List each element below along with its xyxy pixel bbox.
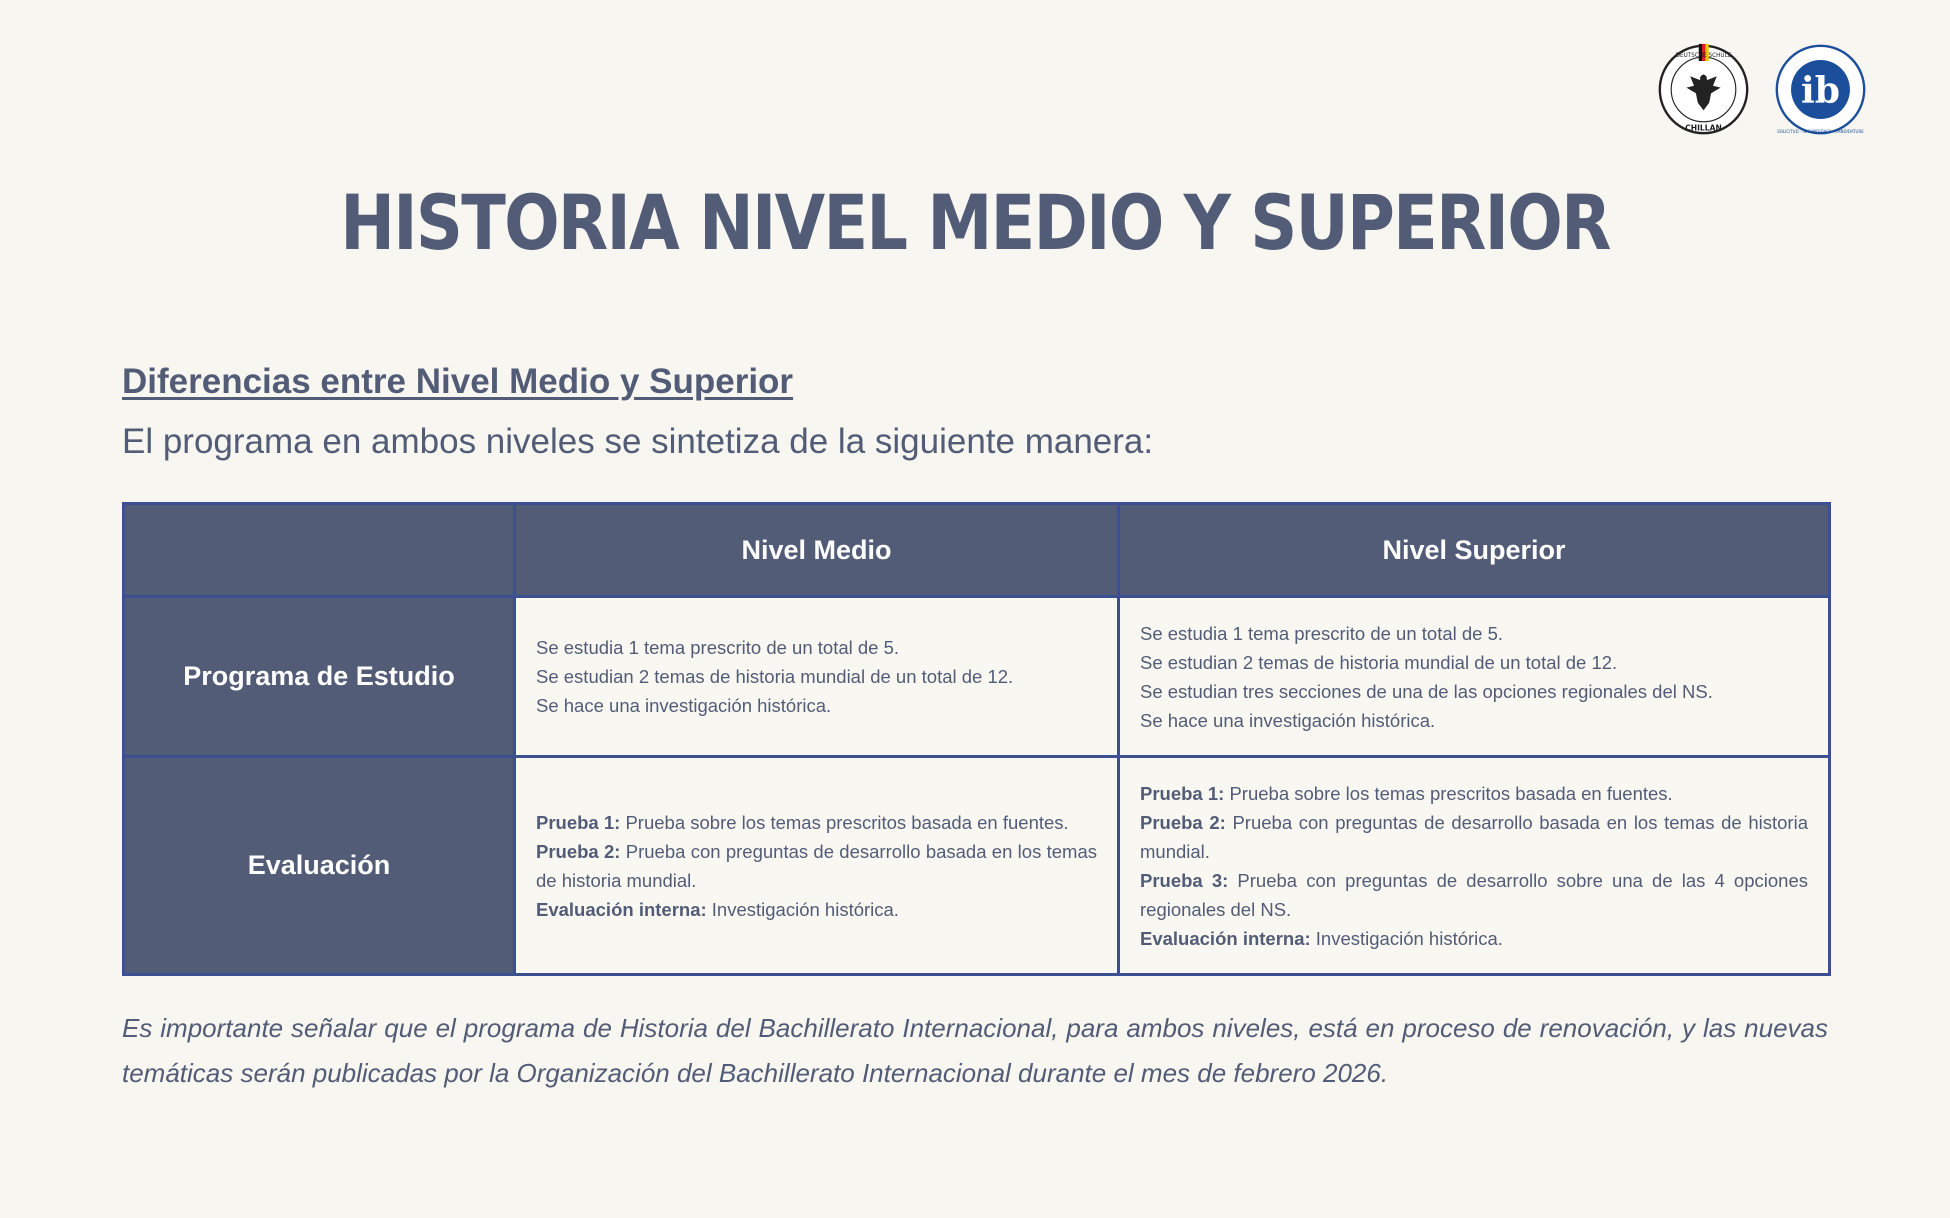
table-header-row [124,504,1830,597]
row-label-evaluacion: Evaluación [124,757,515,975]
intro-text: El programa en ambos niveles se sintetiza de la siguiente manera: [122,422,1154,461]
list-item: Se estudia 1 tema prescrito de un total de 5. [1140,622,1504,644]
page-title: HISTORIA NIVEL MEDIO Y SUPERIOR [340,178,1610,267]
ib-logo-ring-text: SOLICITUD · IN CANDIDACY · CANDIDATURE [1777,129,1864,135]
table-row-programa [124,597,1830,757]
school-logo-text: CHILLAN [1685,123,1722,133]
list-item: Prueba 1: Prueba sobre los temas prescritos basada en fuentes. [536,811,1069,833]
table-header-nivel-medio: Nivel Medio [515,504,1119,597]
list-item: Se estudian 2 temas de historia mundial de un total de 12. [1140,651,1618,673]
section-subtitle: Diferencias entre Nivel Medio y Superior [122,362,794,401]
cell-programa-medio [515,597,1119,757]
list-item: Prueba 3: Prueba con preguntas de desarrollo sobre una de las 4 opciones regionales del NS. [1140,869,1808,920]
list-item: Prueba 1: Prueba sobre los temas prescritos basada en fuentes. [1140,782,1673,804]
list-item: Se hace una investigación histórica. [1140,709,1436,731]
school-logo-top-text: DEUTSCHE SCHULE [1675,53,1732,60]
list-item: Prueba 2: Prueba con preguntas de desarrollo basada en los temas de historia mundial. [536,840,1097,891]
cell-evaluacion-medio [515,757,1119,975]
cell-evaluacion-superior [1119,757,1830,975]
list-item: Prueba 2: Prueba con preguntas de desarrollo basada en los temas de historia mundial. [1140,811,1808,862]
list-item: Se estudian 2 temas de historia mundial de un total de 12. [536,666,1014,687]
logo-group [1656,42,1868,137]
list-item: Se hace una investigación histórica. [536,695,832,716]
table-header-nivel-superior: Nivel Superior [1119,504,1830,597]
list-item: Se estudia 1 tema prescrito de un total de 5. [536,637,900,658]
renewal-note: Es importante señalar que el programa de Historia del Bachillerato Internacional, para ambos niveles, está en proceso de renovación, y las nuevas temáticas serán publicadas por la Organización del Bachillerato Internacional durante el mes de febrero 2026. [122,1013,1828,1088]
list-item: Evaluación interna: Investigación histórica. [536,898,899,920]
cell-programa-superior [1119,597,1830,757]
ib-logo-letters: ib [1801,68,1840,112]
list-item: Evaluación interna: Investigación histórica. [1140,927,1503,949]
list-item: Se estudian tres secciones de una de las opciones regionales del NS. [1140,680,1713,702]
comparison-table [122,502,1831,976]
table-row-evaluacion [124,757,1830,975]
school-logo [1656,42,1751,137]
row-label-programa: Programa de Estudio [124,597,515,757]
ib-logo [1773,42,1868,137]
table-header-empty [124,504,515,597]
